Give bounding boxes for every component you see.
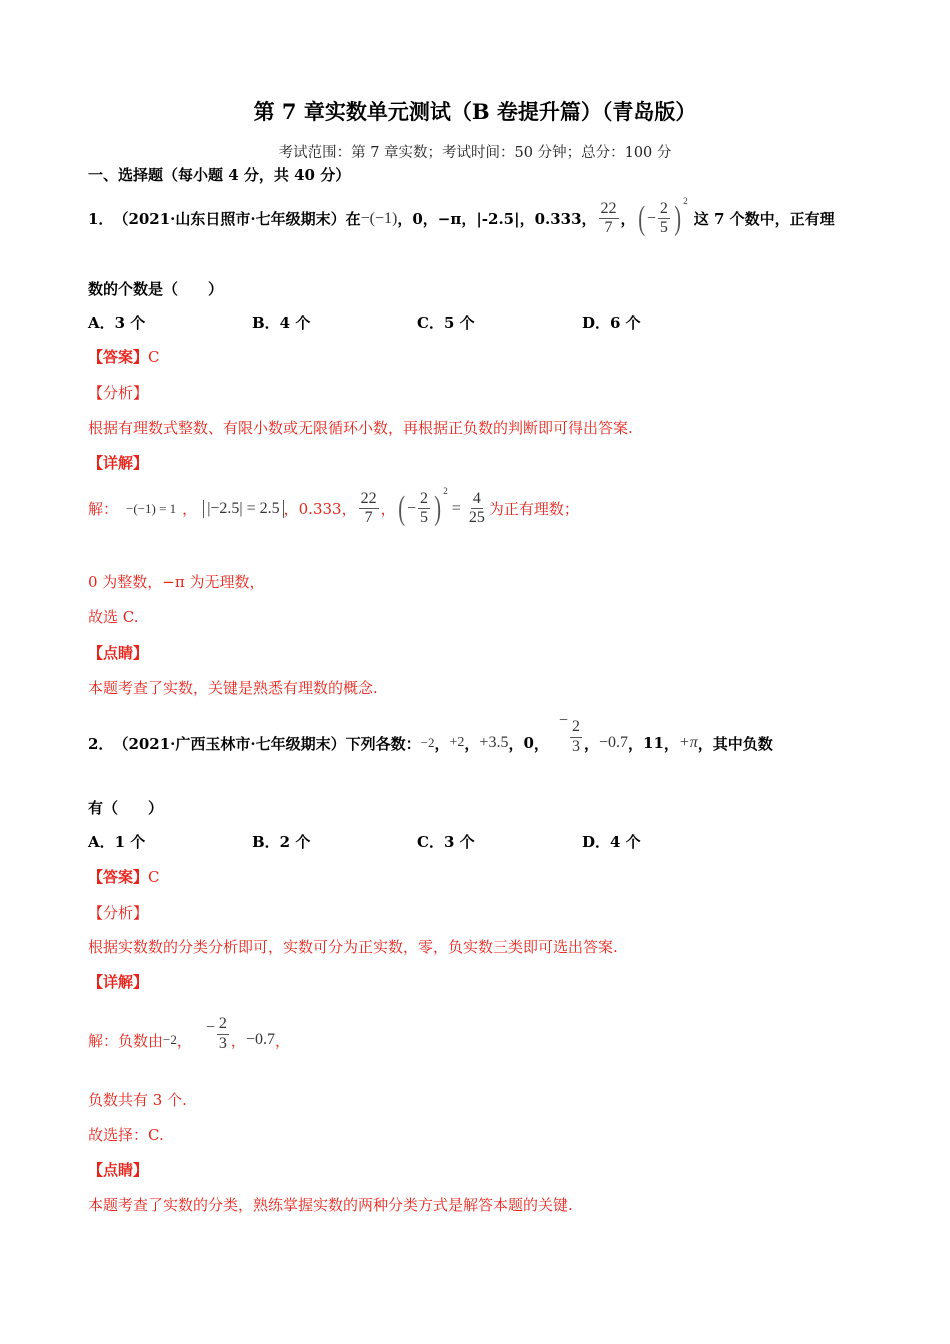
separator: ， [508,734,524,753]
section-heading: 一、选择题（每小题 4 分，共 40 分） [88,166,351,184]
zero: 0 [523,734,534,752]
squared-fraction: ( − $\frac{2}{5}$ ) 2 [637,195,688,237]
numerator: 2 [418,490,430,509]
question-1 [88,195,835,238]
fraction-neg-2-3 [205,1015,231,1059]
separator: ， [274,1031,290,1050]
option-c: C．5 个 [417,314,475,332]
solution-line3: 故选 C. [88,608,139,626]
option-a: A．3 个 [88,314,146,332]
minus-sign: − [558,712,568,729]
math-neg2: −2 [420,735,435,750]
math-pos3-5: +3.5 [479,734,509,751]
analysis-text: 根据有理数式整数、有限小数或无限循环小数，再根据正负数的判断即可得出答案. [88,419,633,437]
math-neg-neg1: −(−1) [360,209,398,227]
solution-list: ，0.333， [283,500,357,519]
answer-tag: 【答案】 [88,348,149,366]
denominator: 7 [604,219,613,237]
solution-1 [88,485,579,528]
math-pos-pi: +π [678,734,698,751]
exponent: 2 [683,195,688,206]
denominator: 25 [468,509,485,527]
squared-fraction: ( − $\frac{2}{5}$ ) 2 [397,485,448,527]
comment-text: 本题考查了实数，关键是熟悉有理数的概念. [88,679,378,697]
eleven: 11 [643,734,664,752]
denominator: 5 [659,219,668,237]
numerator: 4 [471,490,483,509]
minus-sign: − [406,499,416,517]
denominator: 3 [571,737,580,755]
solution-line2: 负数共有 3 个. [88,1091,187,1109]
numerator: 2 [217,1015,229,1034]
math-abs: |−2.5| = 2.5 [203,500,283,518]
solution-tail: 为正有理数； [488,500,579,519]
fraction-22-7 [599,200,619,238]
solution-2 [88,1005,290,1075]
solution-prefix: 解： [88,500,119,519]
numerator: 22 [359,490,379,509]
separator: ， [620,210,636,229]
fraction-22-7 [359,490,379,528]
analysis-tag: 【分析】 [88,904,149,922]
option-c: C．3 个 [417,833,475,851]
question-number: 2． [88,734,114,753]
minus-sign: − [646,209,656,227]
minus-sign: − [205,1019,215,1036]
separator: ， [434,734,450,753]
solution-line2: 0 为整数，−π 为无理数， [88,573,265,591]
option-d: D．4 个 [582,833,641,851]
exam-info: 考试范围：第 7 章实数；考试时间：50 分钟；总分：100 分 [278,145,672,161]
numerator: 2 [570,718,582,737]
question-number: 1． [88,210,114,229]
numerator: 2 [658,200,670,219]
fraction-4-25 [467,490,487,528]
separator: ， [628,734,644,753]
detail-tag: 【详解】 [88,454,149,472]
denominator: 3 [218,1034,227,1052]
comment-text: 本题考查了实数的分类，熟练掌握实数的两种分类方式是解答本题的关键. [88,1196,573,1214]
math-neg-neg1-eq: −(−1) = 1 [126,500,177,516]
separator: ， [380,500,396,519]
separator: ， [182,500,198,519]
equals-sign: = [451,499,461,517]
math-neg2: −2 [163,1032,177,1047]
question-source: （2021·山东日照市·七年级期末）在 [113,210,361,229]
number-list: ，0，−π，|-2.5|，0.333， [397,210,597,229]
question-1-line2: 数的个数是（ ） [88,280,224,298]
answer-line [88,866,160,887]
answer-tag: 【答案】 [88,868,149,886]
numerator: 22 [599,200,619,219]
separator: ， [583,734,599,753]
question-source: （2021·广西玉林市·七年级期末）下列各数： [113,734,421,753]
question-2 [88,708,773,778]
answer-value: C [148,868,160,886]
math-neg0-7: −0.7 [598,734,628,751]
comment-tag: 【点睛】 [88,644,149,662]
separator: ， [230,1031,246,1050]
analysis-tag: 【分析】 [88,384,149,402]
question-2-line2: 有（ ） [88,799,164,817]
comment-tag: 【点睛】 [88,1161,149,1179]
separator: ， [533,734,549,753]
analysis-text: 根据实数数的分类分析即可，实数可分为正实数，零，负实数三类即可选出答案. [88,938,618,956]
answer-value: C [148,348,160,366]
option-d: D．6 个 [582,314,641,332]
solution-prefix: 解：负数由 [88,1031,164,1050]
separator: ， [663,734,679,753]
answer-line [88,346,160,367]
question-tail: 这 7 个数中，正有理 [693,210,835,229]
solution-line3: 故选择：C. [88,1126,164,1144]
denominator: 7 [364,509,373,527]
option-b: B．2 个 [252,833,311,851]
option-a: A．1 个 [88,833,146,851]
separator: ， [464,734,480,753]
fraction-neg-2-3 [558,712,584,762]
question-tail: ，其中负数 [697,734,773,753]
separator: ， [176,1031,192,1050]
option-b: B．4 个 [252,314,311,332]
page-title: 第 7 章实数单元测试（B 卷提升篇）（青岛版） [253,99,697,124]
math-pos2: +2 [449,735,465,750]
detail-tag: 【详解】 [88,973,149,991]
exponent: 2 [443,485,448,496]
denominator: 5 [419,509,428,527]
math-neg0-7: −0.7 [245,1031,275,1048]
